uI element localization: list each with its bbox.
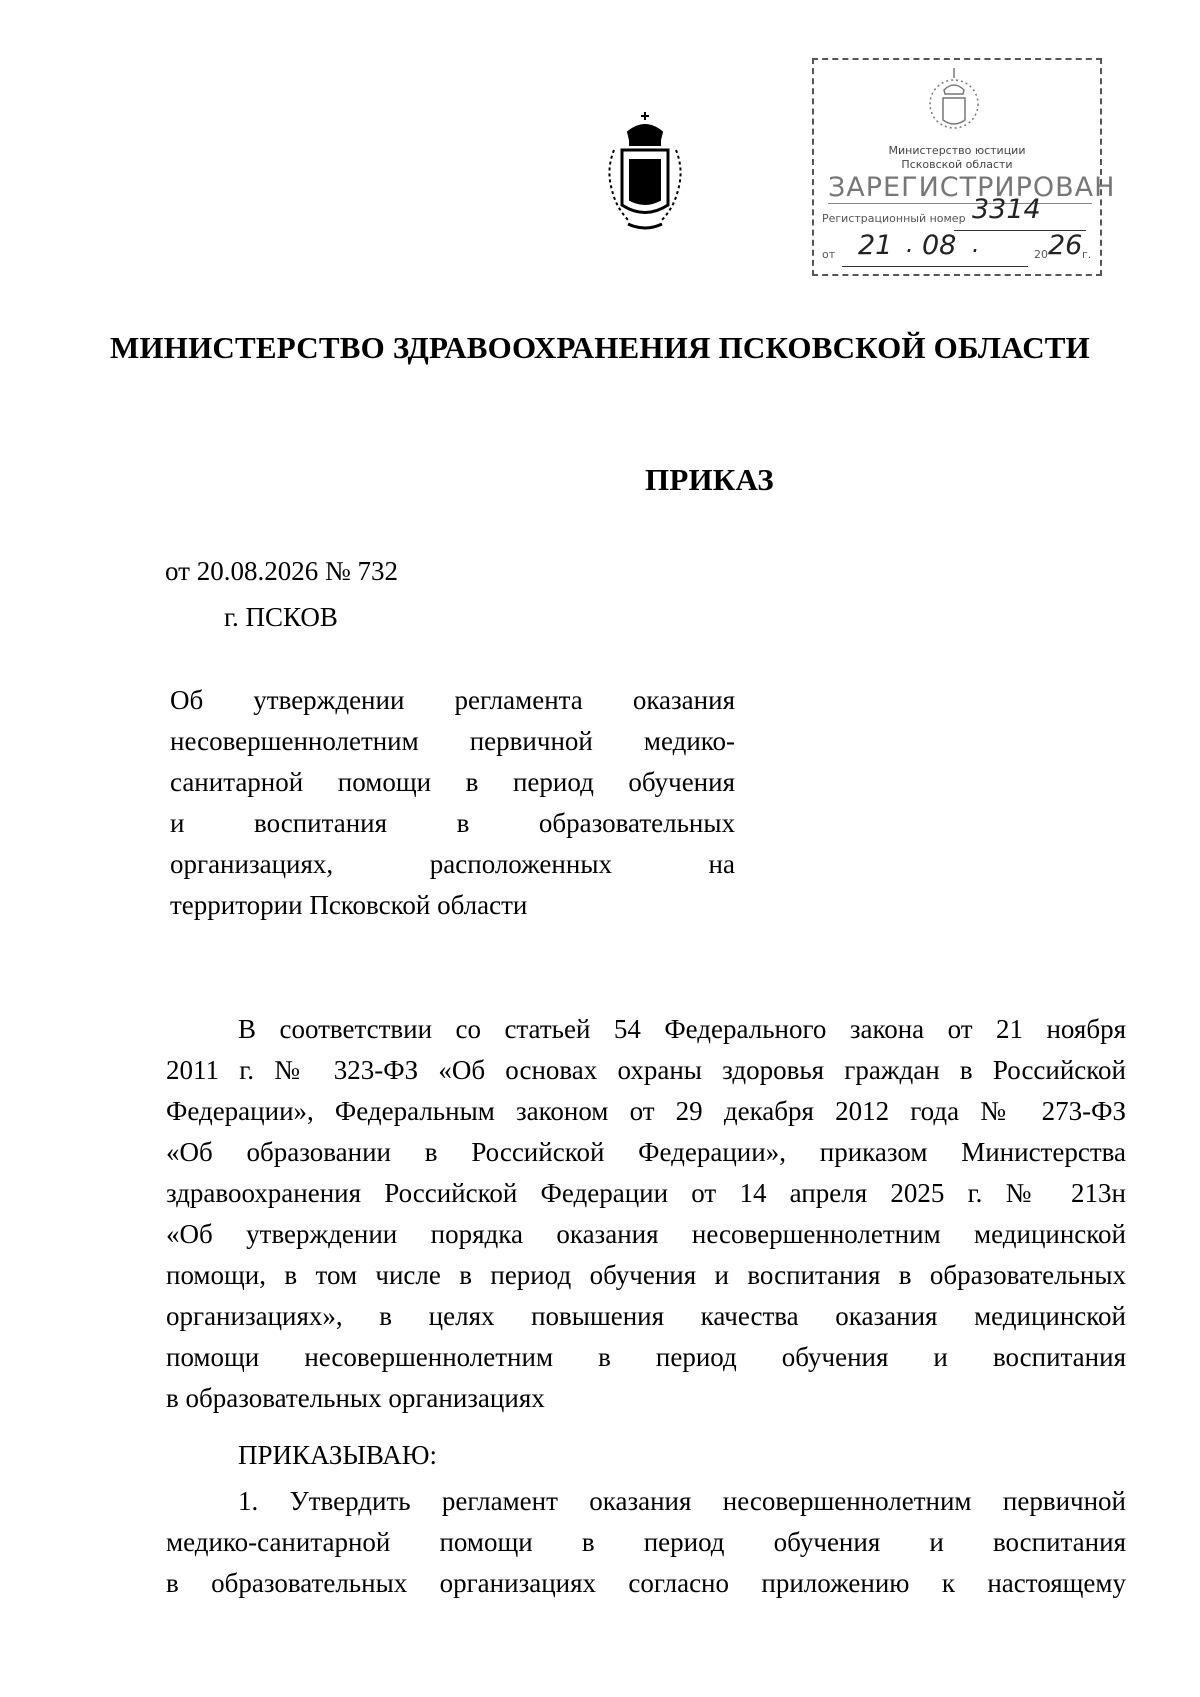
preamble-paragraph <box>166 1009 1126 1419</box>
stamp-date-year: 26 <box>1048 230 1083 261</box>
stamp-org-line-1: Министерство юстиции <box>888 144 1026 157</box>
paragraph-line: помощи несовершеннолетним в период обучения и воспитания <box>166 1342 1126 1372</box>
paragraph-line: в образовательных организациях согласно приложению к настоящему <box>166 1568 1126 1598</box>
ministry-heading: МИНИСТЕРСТВО ЗДРАВООХРАНЕНИЯ ПСКОВСКОЙ ОБЛАСТИ <box>109 330 1090 365</box>
stamp-date-dot-2: . <box>972 230 980 258</box>
stamp-reg-label: Регистрационный номер <box>822 212 966 225</box>
subject-line: и воспитания в образовательных <box>170 808 735 838</box>
stamp-date-underline <box>842 266 1028 267</box>
paragraph-line: медико-санитарной помощи в период обучения и воспитания <box>166 1527 1126 1557</box>
subject-line: Об утверждении регламента оказания <box>170 685 735 715</box>
stamp-date-prefix: от <box>822 248 836 261</box>
order-title: ПРИКАЗ <box>645 462 774 497</box>
subject-line: санитарной помощи в период обучения <box>170 767 735 797</box>
stamp-title: ЗАРЕГИСТРИРОВАН <box>828 172 1116 203</box>
stamp-date-dot: . <box>906 230 914 258</box>
decree-word: ПРИКАЗЫВАЮ: <box>238 1440 437 1470</box>
paragraph-line: организациях», в целях повышения качества оказания медицинской <box>166 1301 1126 1331</box>
order-item-1 <box>166 1481 1126 1604</box>
paragraph-line: 2011 г. № 323-ФЗ «Об основах охраны здоровья граждан в Российской <box>166 1055 1126 1085</box>
order-subject <box>170 680 735 926</box>
subject-line: территории Псковской области <box>170 890 528 920</box>
subject-line: несовершеннолетним первичной медико- <box>170 726 735 756</box>
paragraph-line: «Об образовании в Российской Федерации», приказом Министерства <box>166 1137 1126 1167</box>
paragraph-line: «Об утверждении порядка оказания несовершеннолетним медицинской <box>166 1219 1126 1249</box>
stamp-emblem-icon <box>926 64 982 140</box>
paragraph-line: здравоохранения Российской Федерации от 14 апреля 2025 г. № 213н <box>166 1178 1126 1208</box>
registration-stamp <box>812 58 1116 276</box>
stamp-date-month: 08 <box>922 230 957 261</box>
paragraph-line: Федерации», Федеральным законом от 29 декабря 2012 года № 273-ФЗ <box>166 1096 1126 1126</box>
coat-of-arms-emblem <box>600 110 690 240</box>
paragraph-line: в образовательных организациях <box>166 1383 545 1413</box>
stamp-reg-number: 3314 <box>972 194 1041 225</box>
stamp-year-prefix: 20 <box>1034 248 1048 261</box>
stamp-date-suffix: г. <box>1082 248 1092 261</box>
stamp-organization <box>814 144 1100 172</box>
order-date-number: от 20.08.2026 № 732 <box>165 556 398 586</box>
paragraph-line: 1. Утвердить регламент оказания несовершеннолетним первичной <box>238 1486 1126 1516</box>
stamp-date-day: 21 <box>858 230 893 261</box>
order-city: г. ПСКОВ <box>224 602 338 632</box>
subject-line: организациях, расположенных на <box>170 849 735 879</box>
paragraph-line: В соответствии со статьей 54 Федерального закона от 21 ноября <box>238 1014 1126 1044</box>
stamp-org-line-2: Псковской области <box>901 158 1013 171</box>
paragraph-line: помощи, в том числе в период обучения и воспитания в образовательных <box>166 1260 1126 1290</box>
stamp-reg-row <box>822 212 1092 225</box>
